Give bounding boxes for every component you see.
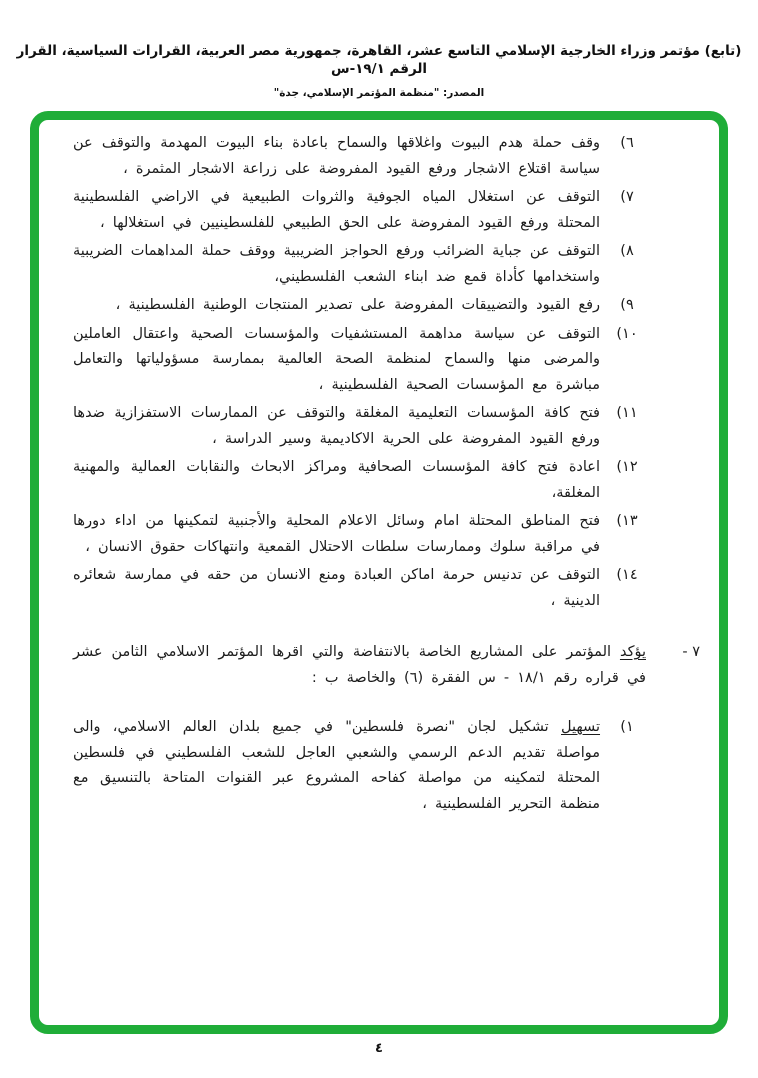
item-marker: (١٢ bbox=[616, 459, 638, 475]
clause-7 bbox=[73, 640, 700, 691]
item-text: فتح المناطق المحتلة امام وسائل الاعلام المحلية والأجنبية لتمكينها من اداء دورها في مراقبة سلوك وممارسات سلطات الاحتلال القمعية وانتهاكات حقوق الانسان ، bbox=[73, 513, 600, 555]
item-marker: (١٠ bbox=[616, 325, 638, 342]
item-text: التوقف عن استغلال المياه الجوفية والثروات الطبيعية في الاراضي الفلسطينية المحتلة ورفع القيود المفروضة على الحق الطبيعي للفلسطينيين في استغلالها ، bbox=[73, 189, 600, 231]
item-marker: (٧ bbox=[620, 189, 634, 205]
item-marker: (١١ bbox=[616, 405, 638, 421]
list-item bbox=[73, 185, 648, 236]
item-text: رفع القيود والتضييقات المفروضة على تصدير المنتجات الوطنية الفلسطينية ، bbox=[115, 297, 600, 313]
item-text bbox=[73, 715, 600, 817]
list-item bbox=[73, 509, 648, 560]
item-text: وقف حملة هدم البيوت واغلاقها والسماح باعادة بناء البيوت المهدمة والتوقف عن سياسة اقتلاع الاشجار ورفع القيود المفروضة على زراعة الاشجار المثمرة ، bbox=[73, 135, 600, 177]
list-item bbox=[73, 401, 648, 452]
item-text: فتح كافة المؤسسات التعليمية المغلقة والتوقف عن الممارسات الاستفزازية ضدها ورفع القيود المفروضة على الحرية الاكاديمية وسير الدراسة ، bbox=[73, 405, 600, 447]
list-item bbox=[73, 239, 648, 290]
document-header bbox=[8, 42, 750, 100]
item-marker: (٩ bbox=[620, 297, 634, 313]
list-item bbox=[73, 455, 648, 506]
item-text: التوقف عن سياسة مداهمة المستشفيات والمؤسسات الصحية واعتقال العاملين والمرضى منها والسماح لمنظمة الصحة العالمية بممارسة مسؤولياتها والتعامل مباشرة مع المؤسسات الصحية الفلسطينية ، bbox=[73, 325, 600, 393]
underlined-word: تسهيل bbox=[561, 719, 601, 735]
item-text: التوقف عن جباية الضرائب ورفع الحواجز الضريبية ووقف حملة المداهمات الضريبية واستخدامها كأداة قمع ضد ابناء الشعب الفلسطيني، bbox=[73, 243, 600, 285]
clause-text-body: المؤتمر على المشاريع الخاصة بالانتفاضة والتي اقرها المؤتمر الاسلامي الثامن عشر في قراره رقم ١٨/١ - س الفقرة (٦) والخاصة ب : bbox=[73, 644, 646, 686]
clause-marker: ٧ - bbox=[682, 644, 700, 660]
list-item bbox=[73, 563, 648, 614]
page-number: ٤ bbox=[375, 1041, 383, 1056]
item-text-body: تشكيل لجان "نصرة فلسطين" في جميع بلدان العالم الاسلامي، والى مواصلة تقديم الدعم الرسمي والشعبي العاجل للشعب الفلسطيني في فلسطين المحتلة لتمكينه من مواصلة كفاحه المشروع عبر القنوات المتاحة بالتنسيق مع منظمة التحرير الفلسطينية ، bbox=[73, 719, 600, 812]
underlined-word: يؤكد bbox=[619, 644, 646, 660]
item-marker: (٦ bbox=[620, 135, 634, 151]
item-marker: (١ bbox=[620, 719, 634, 735]
clause-7-sub-items bbox=[73, 715, 648, 817]
list-item bbox=[73, 322, 648, 399]
item-text: التوقف عن تدنيس حرمة اماكن العبادة ومنع الانسان من حقه في ممارسة شعائره الدينية ، bbox=[73, 567, 600, 609]
resolution-sub-items bbox=[73, 131, 648, 614]
item-text: اعادة فتح كافة المؤسسات الصحافية ومراكز الابحاث والنقابات العمالية والمهنية المغلقة، bbox=[73, 459, 600, 501]
item-marker: (١٣ bbox=[616, 513, 638, 529]
header-source: المصدر: "منظمة المؤتمر الإسلامي، جدة" bbox=[273, 87, 485, 99]
item-marker: (١٤ bbox=[616, 567, 638, 583]
document-frame bbox=[30, 111, 728, 1034]
clause-text bbox=[73, 640, 646, 691]
list-item bbox=[73, 131, 648, 182]
item-marker: (٨ bbox=[620, 243, 634, 259]
list-item bbox=[73, 293, 648, 319]
header-title: (تابع) مؤتمر وزراء الخارجية الإسلامي التاسع عشر، القاهرة، جمهورية مصر العربية، القرارات السياسية، القرار الرقم ١٩/١-س bbox=[16, 43, 742, 77]
list-item bbox=[73, 715, 648, 817]
